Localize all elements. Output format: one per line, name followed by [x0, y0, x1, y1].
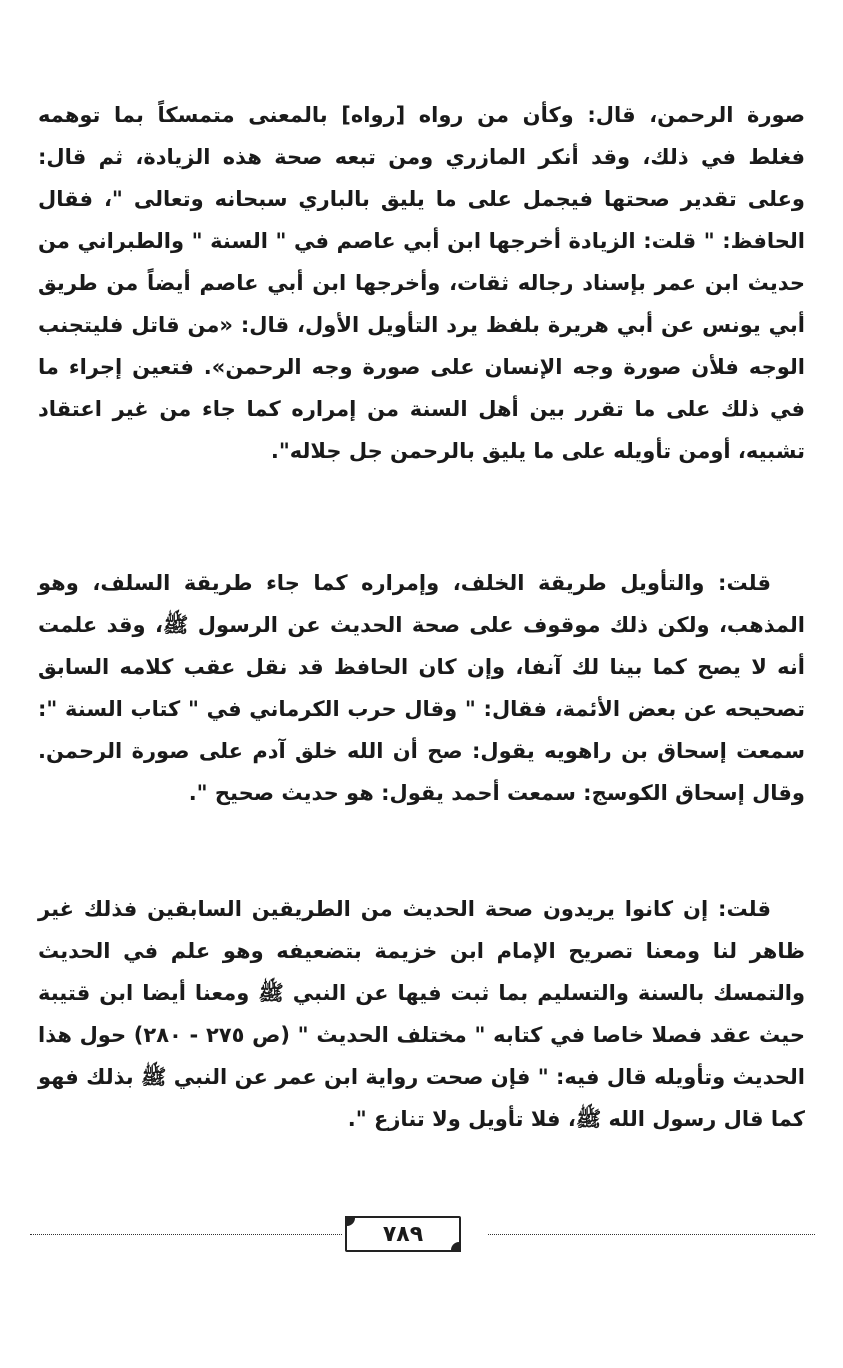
- footer-rule-left: [30, 1234, 342, 1235]
- page-number: ٧٨٩: [382, 1221, 424, 1247]
- paragraph-text: صورة الرحمن، قال: وكأن من رواه [رواه] بالمعنى متمسكاً بما توهمه فغلط في ذلك، وقد أنكر المازري ومن تبعه صحة هذه الزيادة، ثم قال: وعلى تقدير صحتها فيجمل على ما يليق بالباري سبحانه وتعالى "، فقال الحافظ: " قلت: الزيادة أخرجها ابن أبي عاصم في " السنة " والطبراني من حديث ابن عمر بإسناد رجاله ثقات، وأخرجها ابن أبي عاصم أيضاً من طريق أبي يونس عن أبي هريرة بلفظ يرد التأويل الأول، قال: «من قاتل فليتجنب الوجه فلأن صورة وجه الإنسان على صورة وجه الرحمن». فتعين إجراء ما في ذلك على ما تقرر بين أهل السنة من إمراره كما جاء من غير اعتقاد تشبيه، أومن تأويله على ما يليق بالرحمن جل جلاله".: [38, 103, 805, 463]
- paragraph-text: قلت: والتأويل طريقة الخلف، وإمراره كما جاء طريقة السلف، وهو المذهب، ولكن ذلك موقوف على صحة الحديث عن الرسول ﷺ، وقد علمت أنه لا يصح كما بينا لك آنفا، وإن كان الحافظ قد نقل عقب كلامه السابق تصحيحه عن بعض الأئمة، فقال: " وقال حرب الكرماني في " كتاب السنة ": سمعت إسحاق بن راهويه يقول: صح أن الله خلق آدم على صورة الرحمن. وقال إسحاق الكوسج: سمعت أحمد يقول: هو حديث صحيح ".: [38, 571, 805, 805]
- paragraph-text: قلت: إن كانوا يريدون صحة الحديث من الطريقين السابقين فذلك غير ظاهر لنا ومعنا تصريح الإمام ابن خزيمة بتضعيفه وهو علم في الحديث والتمسك بالسنة والتسليم بما ثبت فيها عن النبي ﷺ ومعنا أيضا ابن قتيبة حيث عقد فصلا خاصا في كتابه " مختلف الحديث " (ص ٢٧٥ - ٢٨٠) حول هذا الحديث وتأويله قال فيه: " فإن صحت رواية ابن عمر عن النبي ﷺ بذلك فهو كما قال رسول الله ﷺ، فلا تأويل ولا تنازع ".: [38, 897, 805, 1131]
- text-paragraph-1: [38, 94, 805, 472]
- page-number-frame: [345, 1216, 461, 1252]
- text-paragraph-3: [38, 888, 805, 1140]
- page-footer: [30, 1212, 815, 1256]
- footer-rule-right: [488, 1234, 815, 1235]
- text-paragraph-2: [38, 562, 805, 814]
